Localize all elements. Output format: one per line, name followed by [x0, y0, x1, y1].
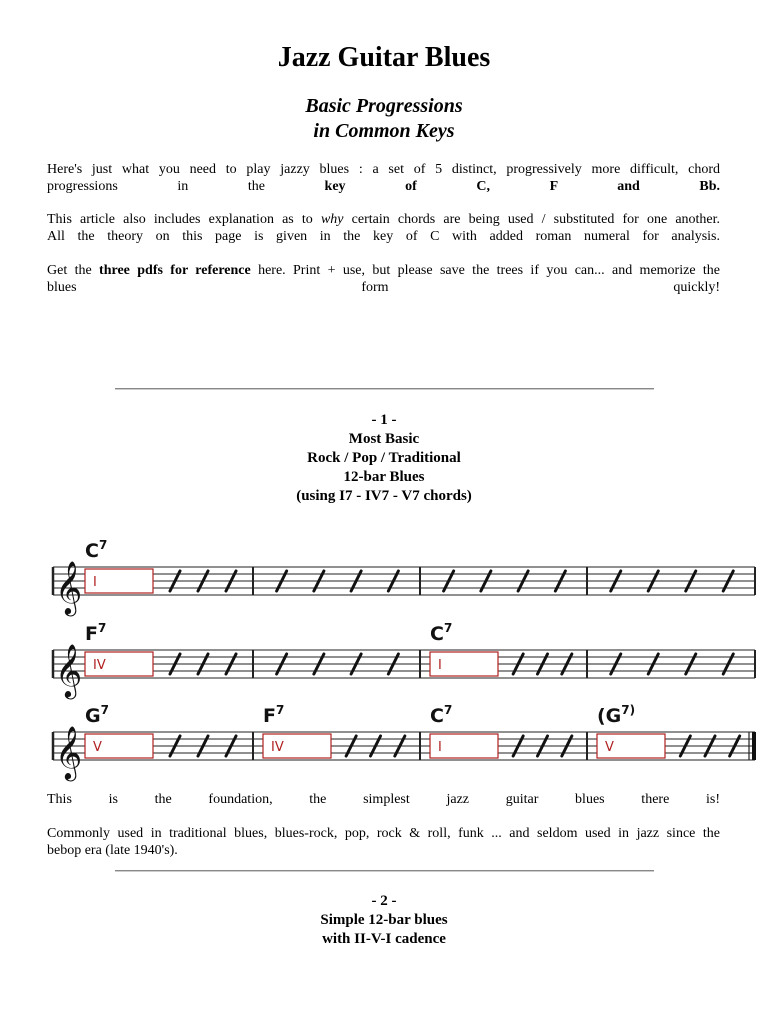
blues-progression-figure	[45, 522, 765, 782]
intro-line-2	[47, 178, 720, 195]
roman-numeral: IV	[271, 740, 284, 755]
intro-keys: key of C, F and Bb.	[324, 179, 720, 194]
pdfs-rest: here. Print + use, but please save the trees if you can... and memorize the	[258, 263, 720, 278]
section-1-number: - 1 -	[371, 412, 397, 428]
roman-numeral: V	[93, 740, 102, 755]
usage-line-2: bebop era (late 1940's).	[47, 843, 178, 858]
section-1-line-2: Rock / Pop / Traditional	[307, 450, 461, 466]
theory-line-2: All the theory on this page is given in the key of C with added roman numeral for analysis.	[47, 229, 720, 244]
roman-numeral: V	[605, 740, 614, 755]
section-2-line-1: Simple 12-bar blues	[320, 912, 448, 928]
treble-clef-icon: 𝄞	[55, 725, 83, 779]
divider	[115, 388, 654, 390]
subtitle	[0, 94, 768, 144]
treble-clef-icon: 𝄞	[55, 643, 83, 697]
theory-line-1	[47, 211, 720, 228]
roman-numeral: I	[438, 740, 442, 755]
chord-symbol: $F^7$	[85, 621, 107, 645]
chord-symbol: ($G^{7)}$	[597, 703, 636, 727]
usage-line-1: Commonly used in traditional blues, blues-rock, pop, rock & roll, funk ... and seldom used in jazz since the	[47, 826, 720, 841]
intro-line-1: Here's just what you need to play jazzy blues : a set of 5 distinct, progressively more difficult, chord	[47, 162, 720, 177]
subtitle-line-1: Basic Progressions	[305, 95, 463, 117]
final-bar-line-thick	[752, 732, 756, 760]
section-1-line-3: 12-bar Blues	[343, 469, 425, 485]
pdfs-line-1	[47, 262, 720, 279]
theory-text-b: certain chords are being used / substituted for one another.	[351, 212, 721, 227]
chord-symbol: $G^7$	[85, 703, 109, 727]
roman-numeral: I	[438, 658, 442, 673]
theory-why: why	[320, 212, 344, 227]
subtitle-line-2: in Common Keys	[313, 120, 455, 142]
pdfs-get-the: Get the	[47, 263, 92, 278]
pdfs-line-2: blues form quickly!	[47, 280, 720, 295]
section-1-line-1: Most Basic	[348, 431, 420, 447]
chord-symbol: $C^7$	[430, 621, 453, 645]
theory-text-a: This article also includes explanation as to	[47, 212, 313, 227]
chord-symbol: $C^7$	[430, 703, 453, 727]
divider	[115, 870, 654, 872]
page-title: Jazz Guitar Blues	[277, 42, 491, 73]
foundation-text: This is the foundation, the simplest jazz guitar blues there is!	[47, 792, 720, 807]
section-1-heading	[0, 411, 768, 506]
chord-symbol: $F^7$	[263, 703, 285, 727]
pdfs-link[interactable]: three pdfs for reference	[99, 263, 251, 278]
roman-numeral: IV	[93, 658, 106, 673]
section-2-line-2: with II-V-I cadence	[322, 931, 446, 947]
roman-numeral: I	[93, 575, 97, 590]
chord-chart	[45, 522, 765, 782]
chord-symbol: $C^7$	[85, 538, 108, 562]
intro-line-2-text: progressions in the	[47, 179, 265, 194]
treble-clef-icon: 𝄞	[55, 560, 83, 614]
section-2-number: - 2 -	[371, 893, 397, 909]
section-1-line-4: (using I7 - IV7 - V7 chords)	[296, 488, 472, 504]
section-2-heading	[0, 892, 768, 949]
